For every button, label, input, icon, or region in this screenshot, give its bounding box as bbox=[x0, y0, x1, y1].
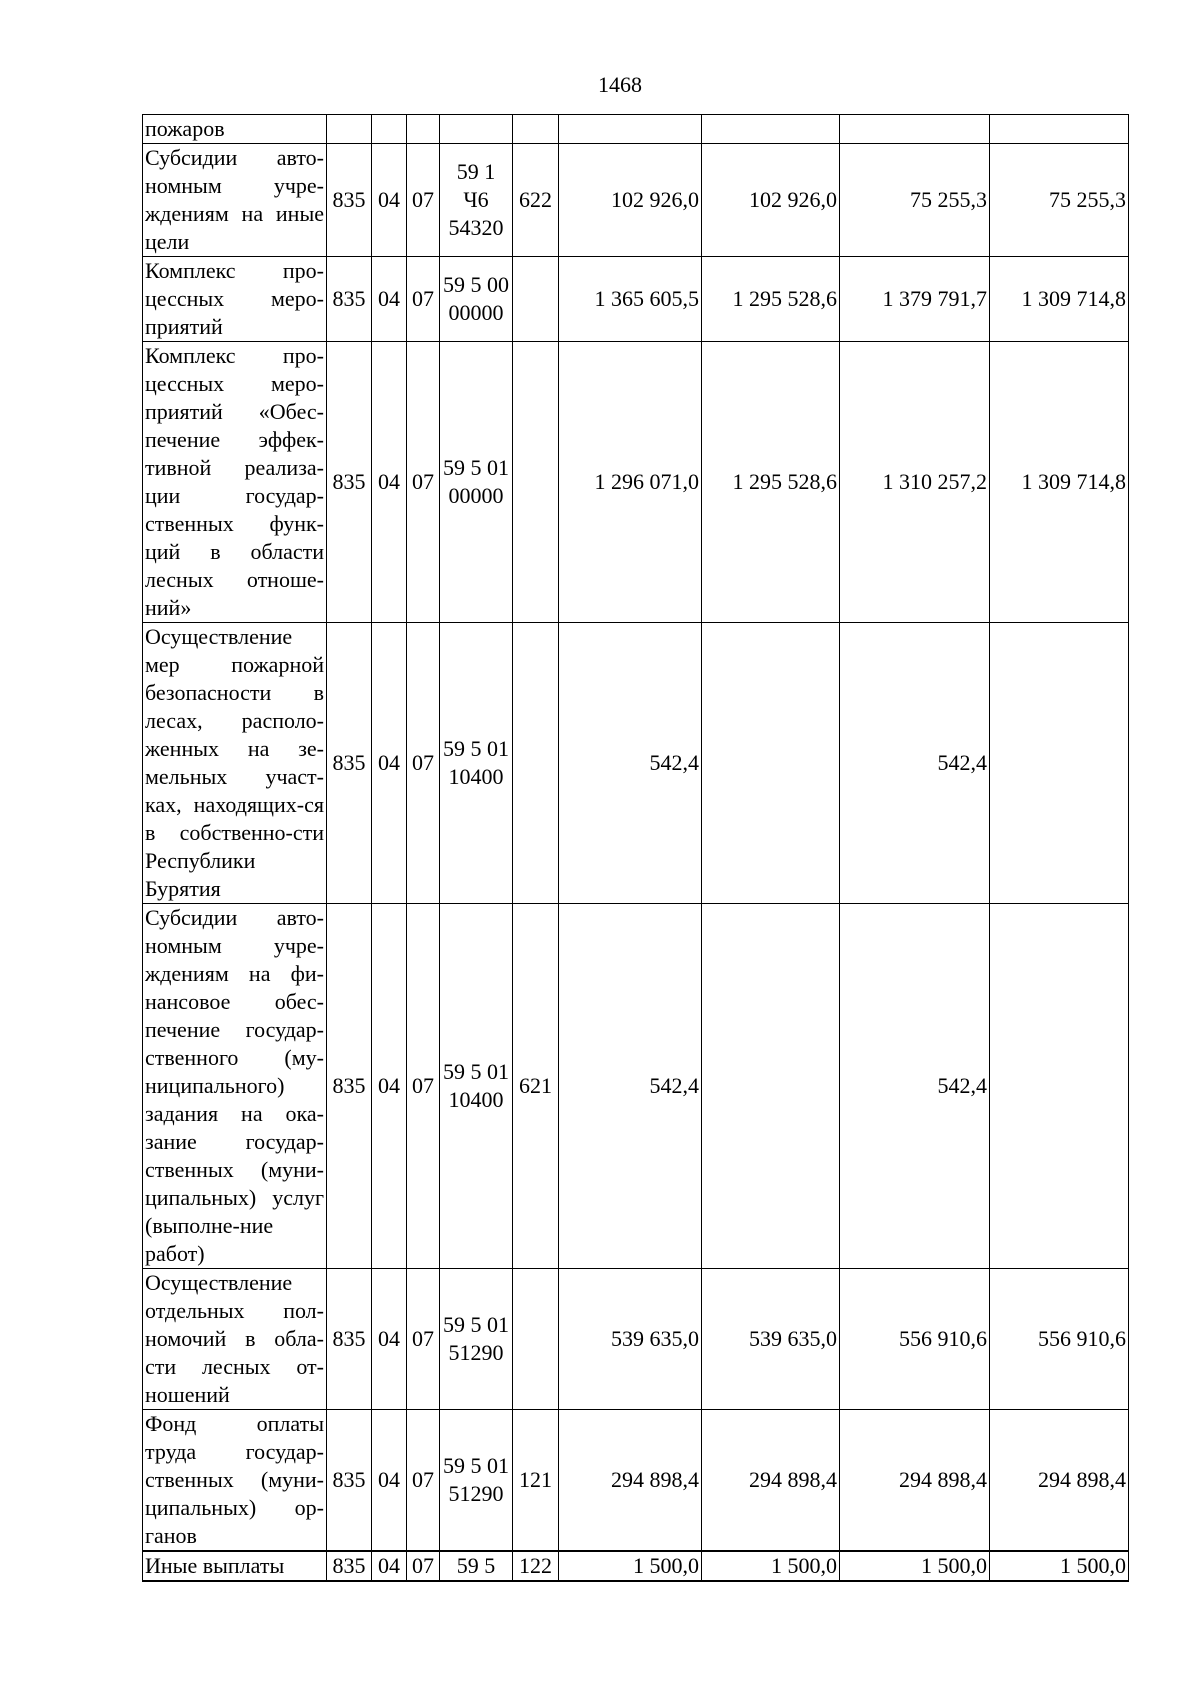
sum-col-2: 1 500,0 bbox=[702, 1551, 840, 1581]
subsection-code: 07 bbox=[407, 904, 440, 1269]
budget-table bbox=[142, 114, 1129, 1582]
section-code: 04 bbox=[372, 1269, 407, 1410]
sum-col-4 bbox=[990, 904, 1129, 1269]
subsection-code: 07 bbox=[407, 1269, 440, 1410]
sum-col-3: 1 500,0 bbox=[840, 1551, 990, 1581]
sum-col-3: 75 255,3 bbox=[840, 144, 990, 257]
table-row bbox=[143, 904, 1129, 1269]
subsection-code: 07 bbox=[407, 1410, 440, 1552]
table-row bbox=[143, 1410, 1129, 1552]
section-code: 04 bbox=[372, 1410, 407, 1552]
expense-type-code: 121 bbox=[513, 1410, 559, 1552]
ved-code bbox=[327, 115, 372, 144]
sum-col-3: 1 379 791,7 bbox=[840, 257, 990, 342]
sum-col-4 bbox=[990, 623, 1129, 904]
sum-col-1: 539 635,0 bbox=[559, 1269, 702, 1410]
sum-col-2: 1 295 528,6 bbox=[702, 342, 840, 623]
ved-code: 835 bbox=[327, 257, 372, 342]
subsection-code: 07 bbox=[407, 144, 440, 257]
ved-code: 835 bbox=[327, 1269, 372, 1410]
sum-col-2: 294 898,4 bbox=[702, 1410, 840, 1552]
sum-col-4 bbox=[990, 115, 1129, 144]
target-article-code: 59 5 bbox=[440, 1551, 513, 1581]
subsection-code: 07 bbox=[407, 342, 440, 623]
sum-col-1: 102 926,0 bbox=[559, 144, 702, 257]
section-code: 04 bbox=[372, 342, 407, 623]
sum-col-3: 556 910,6 bbox=[840, 1269, 990, 1410]
ved-code: 835 bbox=[327, 342, 372, 623]
expense-type-code bbox=[513, 623, 559, 904]
sum-col-4: 1 309 714,8 bbox=[990, 342, 1129, 623]
section-code: 04 bbox=[372, 623, 407, 904]
target-article-code: 59 5 01 51290 bbox=[440, 1269, 513, 1410]
table-row bbox=[143, 257, 1129, 342]
sum-col-3: 542,4 bbox=[840, 623, 990, 904]
row-name: Субсидии авто-номным учре-ждениям на фи-нансовое обес-печение государ-ственного (му-ниципального) задания на ока-зание государ-ственных (муни-ципальных) услуг (выполне-ние работ) bbox=[143, 904, 327, 1269]
expense-type-code: 122 bbox=[513, 1551, 559, 1581]
sum-col-4: 294 898,4 bbox=[990, 1410, 1129, 1552]
sum-col-2 bbox=[702, 115, 840, 144]
row-name: Комплекс про-цессных меро-приятий «Обес-печение эффек-тивной реализа-ции государ-ственных функ-ций в области лесных отноше-ний» bbox=[143, 342, 327, 623]
target-article-code: 59 1 Ч6 54320 bbox=[440, 144, 513, 257]
section-code: 04 bbox=[372, 904, 407, 1269]
table-body bbox=[143, 115, 1129, 1582]
row-name: Комплекс про-цессных меро-приятий bbox=[143, 257, 327, 342]
section-code: 04 bbox=[372, 1551, 407, 1581]
row-name: Осуществление мер пожарной безопасности в лесах, располо-женных на зе-мельных участ-ках, находящих-ся в собственно-сти Республики Бурятия bbox=[143, 623, 327, 904]
target-article-code: 59 5 01 10400 bbox=[440, 904, 513, 1269]
section-code: 04 bbox=[372, 257, 407, 342]
table-row bbox=[143, 1269, 1129, 1410]
ved-code: 835 bbox=[327, 904, 372, 1269]
sum-col-3: 1 310 257,2 bbox=[840, 342, 990, 623]
sum-col-2 bbox=[702, 904, 840, 1269]
expense-type-code bbox=[513, 257, 559, 342]
target-article-code: 59 5 01 10400 bbox=[440, 623, 513, 904]
target-article-code: 59 5 00 00000 bbox=[440, 257, 513, 342]
target-article-code bbox=[440, 115, 513, 144]
expense-type-code bbox=[513, 1269, 559, 1410]
sum-col-4: 556 910,6 bbox=[990, 1269, 1129, 1410]
expense-type-code: 621 bbox=[513, 904, 559, 1269]
sum-col-2 bbox=[702, 623, 840, 904]
sum-col-3: 294 898,4 bbox=[840, 1410, 990, 1552]
table-row bbox=[143, 623, 1129, 904]
ved-code: 835 bbox=[327, 144, 372, 257]
sum-col-4: 1 309 714,8 bbox=[990, 257, 1129, 342]
sum-col-1: 1 365 605,5 bbox=[559, 257, 702, 342]
sum-col-4: 75 255,3 bbox=[990, 144, 1129, 257]
expense-type-code: 622 bbox=[513, 144, 559, 257]
sum-col-2: 1 295 528,6 bbox=[702, 257, 840, 342]
target-article-code: 59 5 01 00000 bbox=[440, 342, 513, 623]
section-code bbox=[372, 115, 407, 144]
sum-col-4: 1 500,0 bbox=[990, 1551, 1129, 1581]
sum-col-1: 294 898,4 bbox=[559, 1410, 702, 1552]
expense-type-code bbox=[513, 342, 559, 623]
sum-col-2: 539 635,0 bbox=[702, 1269, 840, 1410]
ved-code: 835 bbox=[327, 1551, 372, 1581]
page-number: 1468 bbox=[598, 72, 642, 97]
table-row bbox=[143, 342, 1129, 623]
section-code: 04 bbox=[372, 144, 407, 257]
row-name: Фонд оплаты труда государ-ственных (муни-ципальных) ор-ганов bbox=[143, 1410, 327, 1552]
table-row bbox=[143, 115, 1129, 144]
sum-col-1 bbox=[559, 115, 702, 144]
sum-col-2: 102 926,0 bbox=[702, 144, 840, 257]
subsection-code bbox=[407, 115, 440, 144]
row-name: Субсидии авто-номным учре-ждениям на иные цели bbox=[143, 144, 327, 257]
row-name: Иные выплаты bbox=[143, 1551, 327, 1581]
subsection-code: 07 bbox=[407, 257, 440, 342]
subsection-code: 07 bbox=[407, 1551, 440, 1581]
sum-col-1: 1 296 071,0 bbox=[559, 342, 702, 623]
row-name: Осуществление отдельных пол-номочий в обла-сти лесных от-ношений bbox=[143, 1269, 327, 1410]
row-name: пожаров bbox=[143, 115, 327, 144]
ved-code: 835 bbox=[327, 1410, 372, 1552]
ved-code: 835 bbox=[327, 623, 372, 904]
table-row bbox=[143, 1551, 1129, 1581]
sum-col-1: 542,4 bbox=[559, 623, 702, 904]
sum-col-3 bbox=[840, 115, 990, 144]
table-row bbox=[143, 144, 1129, 257]
expense-type-code bbox=[513, 115, 559, 144]
subsection-code: 07 bbox=[407, 623, 440, 904]
sum-col-1: 1 500,0 bbox=[559, 1551, 702, 1581]
target-article-code: 59 5 01 51290 bbox=[440, 1410, 513, 1552]
sum-col-1: 542,4 bbox=[559, 904, 702, 1269]
sum-col-3: 542,4 bbox=[840, 904, 990, 1269]
